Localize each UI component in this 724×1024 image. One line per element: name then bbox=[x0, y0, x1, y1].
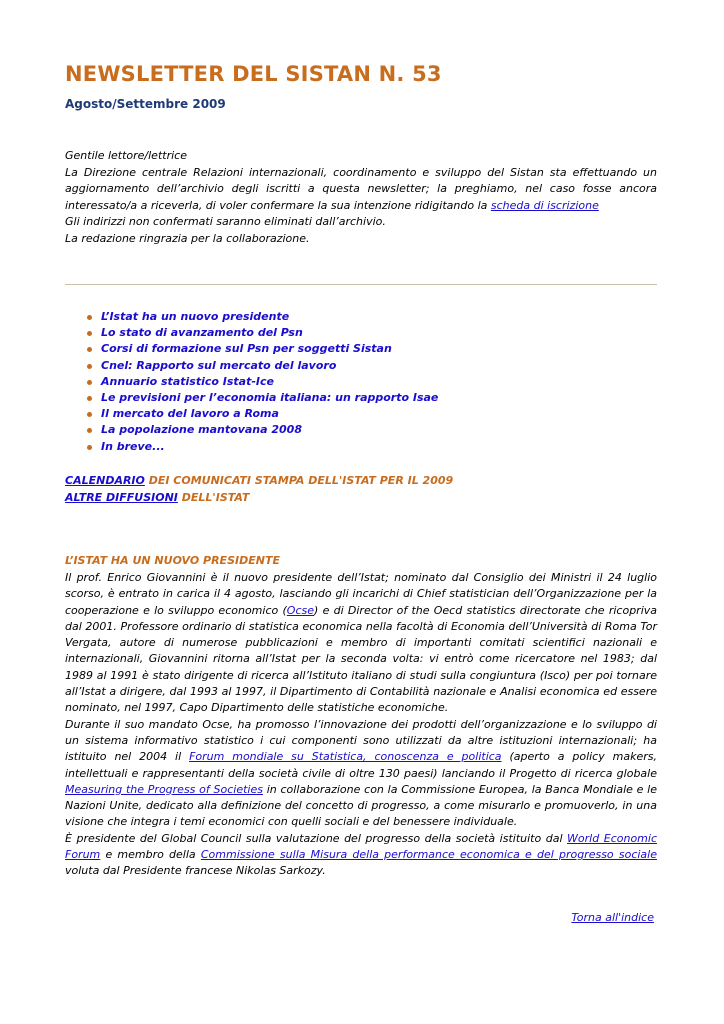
intro-line-thanks: La redazione ringrazia per la collaborazione. bbox=[65, 231, 310, 245]
other-releases-text: DELL'ISTAT bbox=[177, 490, 250, 504]
article-paragraph bbox=[65, 717, 657, 831]
article-text: Durante il suo mandato Ocse, ha promosso l’innovazione dei prodotti dell’organizzazione e lo sviluppo di un sistema informativo statistico i cui componenti sono utilizzati da altre istituzioni internazionali; ha istituito nel 2004 il bbox=[65, 717, 657, 764]
other-releases-link[interactable]: ALTRE DIFFUSIONI bbox=[65, 490, 178, 504]
sarkozy-commission-link[interactable]: Commissione sulla Misura della performance economica e del progresso sociale bbox=[200, 848, 657, 862]
article-text: Il prof. Enrico Giovannini è il nuovo presidente dell’Istat; nominato dal Consiglio dei Ministri il 24 luglio scorso, è entrato in carica il 4 agosto, lasciando gli incarichi di Chief statistician dell’Organizzazione per la cooperazione e lo sviluppo economico ( bbox=[65, 571, 657, 617]
article-paragraph bbox=[65, 831, 657, 880]
calendar-line bbox=[65, 473, 453, 490]
article-text: in collaborazione con la Commissione Europea, la Banca Mondiale e le Nazioni Unite, dedicato alla definizione del concetto di progresso, a come misurarlo e promuoverlo, in una visione che integra i temi economici con quelli sociali e del benessere individuale. bbox=[65, 782, 657, 829]
toc-item[interactable]: Il mercato del lavoro a Roma bbox=[87, 406, 438, 422]
subscription-form-link[interactable]: scheda di iscrizione bbox=[490, 198, 599, 212]
toc-item[interactable]: Lo stato di avanzamento del Psn bbox=[87, 325, 438, 341]
article-text: ) e di Director of the Oecd statistics directorate che ricopriva dal 2001. Professore ordinario di statistica economica nella facoltà di Economia dell’Università di Roma Tor Vergata, autore di numerose pubblicazioni e membro di importanti comitati scientifici nazionali e internazionali, Giovannini ritorna all’Istat per la seconda volta: vi entrò come ricercatore nel 1983; dal 1989 al 1991 è stato dirigente di ricerca all’Istituto italiano di studi sulla congiuntura (Isco) per poi tornare all’Istat a dirigere, dal 1993 al 1997, il Dipartimento di Contabilità nazionale e Analisi economica ed essere nominato, nel 1997, Capo Dipartimento delle statistiche economiche. bbox=[65, 603, 658, 715]
intro-body-text: La Direzione centrale Relazioni internazionali, coordinamento e sviluppo del Sistan sta effettuando un aggiornamento dell’archivio degli iscritti a questa newsletter; la preghiamo, nel caso fosse ancora interessato/a a riceverla, di voler confermare la sua intenzione ridigitando la bbox=[65, 165, 657, 212]
toc-item[interactable]: Cnel: Rapporto sul mercato del lavoro bbox=[87, 358, 438, 374]
toc-item[interactable]: Le previsioni per l’economia italiana: un rapporto Isae bbox=[87, 390, 438, 406]
section-divider bbox=[65, 284, 657, 285]
toc-item[interactable]: Corsi di formazione sul Psn per soggetti Sistan bbox=[87, 341, 438, 357]
article-text: (aperto a policy makers, intellettuali e rappresentanti della società civile di oltre 130 paesi) lanciando il Progetto di ricerca globale bbox=[65, 750, 657, 780]
intro-line-unconfirmed: Gli indirizzi non confermati saranno eliminati dall’archivio. bbox=[65, 215, 386, 228]
newsletter-date: Agosto/Settembre 2009 bbox=[65, 97, 226, 111]
world-forum-statistics-link[interactable]: Forum mondiale su Statistica, conoscenza e politica bbox=[189, 750, 502, 764]
toc-item[interactable]: La popolazione mantovana 2008 bbox=[87, 422, 438, 438]
calendar-link[interactable]: CALENDARIO bbox=[65, 474, 145, 487]
newsletter-title: NEWSLETTER DEL SISTAN N. 53 bbox=[65, 62, 442, 86]
world-economic-forum-link[interactable]: World Economic Forum bbox=[65, 831, 657, 862]
measuring-progress-link[interactable]: Measuring the Progress of Societies bbox=[65, 782, 263, 796]
article-text: voluta dal Presidente francese Nikolas Sarkozy. bbox=[65, 864, 326, 878]
table-of-contents bbox=[87, 309, 438, 455]
intro-message bbox=[65, 148, 657, 247]
article-paragraph bbox=[65, 570, 657, 717]
intro-greeting: Gentile lettore/lettrice bbox=[65, 149, 187, 162]
release-links bbox=[65, 473, 453, 506]
article-text: È presidente del Global Council sulla valutazione del progresso della società istituito dal bbox=[65, 831, 568, 845]
ocse-link[interactable]: Ocse bbox=[286, 603, 315, 617]
article-title: L’ISTAT HA UN NUOVO PRESIDENTE bbox=[65, 554, 280, 567]
article-text: e membro della bbox=[100, 848, 201, 862]
other-releases-line bbox=[65, 490, 453, 507]
calendar-text: DEI COMUNICATI STAMPA DELL'ISTAT PER IL 2009 bbox=[144, 474, 454, 487]
intro-body bbox=[65, 165, 657, 215]
toc-item[interactable]: Annuario statistico Istat-Ice bbox=[87, 374, 438, 390]
toc-item[interactable]: L’Istat ha un nuovo presidente bbox=[87, 309, 438, 325]
toc-item[interactable]: In breve... bbox=[87, 439, 438, 455]
article-body bbox=[65, 570, 657, 880]
back-to-index-link[interactable]: Torna all'indice bbox=[571, 911, 654, 924]
